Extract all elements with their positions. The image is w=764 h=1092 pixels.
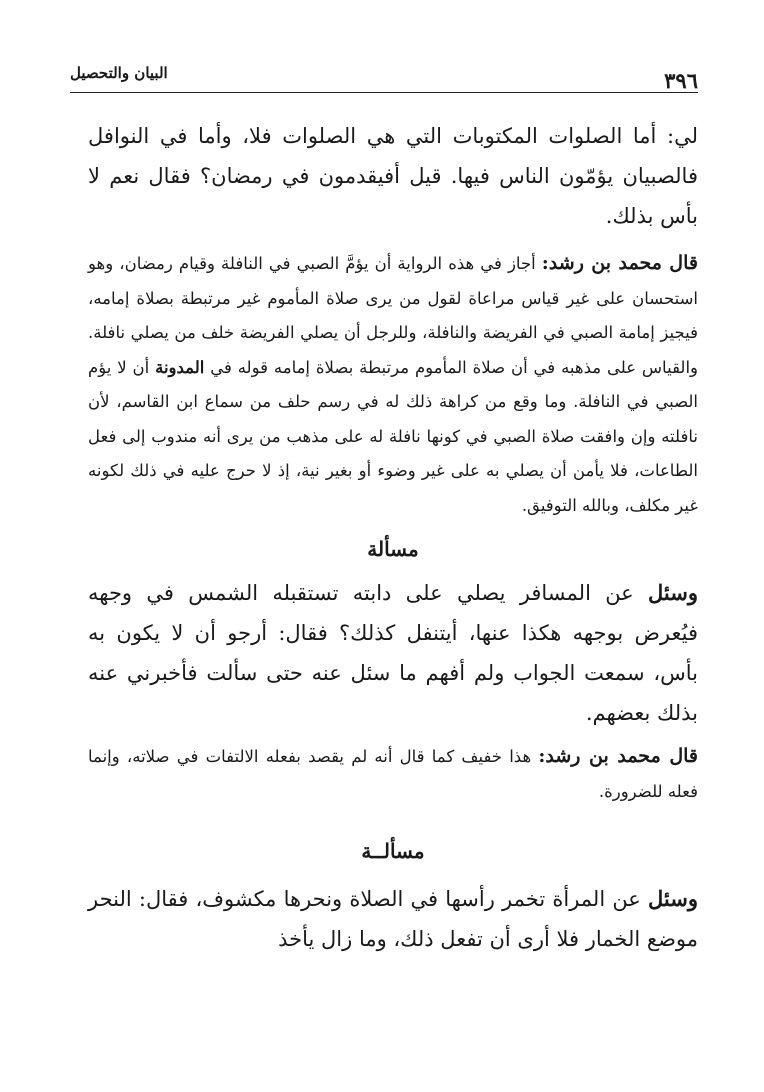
commentary-lead-2: قال محمد بن رشد: (538, 745, 698, 767)
page-header (70, 60, 698, 96)
question-lead-2: وسئل (648, 886, 698, 911)
header-rule (70, 92, 698, 93)
paragraph-1-text: لي: أما الصلوات المكتوبات التي هي الصلوات فلا، وأما في النوافل فالصبيان يؤمّون الناس فيها. قيل أفيقدمون في رمضان؟ فقال نعم لا بأس بذلك. (88, 124, 698, 228)
section-heading-2: مسألــة (361, 839, 425, 863)
commentary-lead-1: قال محمد بن رشد: (541, 252, 698, 274)
question-lead-1: وسئل (648, 580, 698, 605)
paragraph-question-1 (88, 573, 698, 733)
page-body (88, 116, 698, 959)
question-text-2: عن المرأة تخمر رأسها في الصلاة ونحرها مكشوف، فقال: النحر موضع الخمار فلا أرى أن تفعل ذلك، وما زال يأخذ (88, 887, 698, 951)
commentary-text-1b: أن لا يؤم الصبي في النافلة. وما وقع من كراهة ذلك له في رسم حلف من سماع ابن القاسم، لأن نافلته وإن وافقت صلاة الصبي في كونها نافلة له على مذهب من يرى أنه مندوب إلى فعل الطاعات، فلا يأمن أن يصلي به على غير وضوء أو بغير نية، إذ لا حرج عليه في ذلك لكونه غير مكلف، وبالله التوفيق. (88, 357, 698, 515)
running-title: البيان والتحصيل (70, 64, 168, 82)
commentary-text-2: هذا خفيف كما قال أنه لم يقصد بفعله الالتفات في صلاته، وإنما فعله للضرورة. (88, 747, 698, 801)
commentary-bold-term: المدونة (155, 357, 205, 377)
section-heading-1: مسألة (367, 537, 419, 561)
paragraph-1 (88, 116, 698, 236)
commentary-text-1a: أجاز في هذه الرواية أن يؤمَّ الصبي في النافلة وقيام رمضان، وهو استحسان على غير قياس مراعاة لقول من يرى صلاة المأموم غير مرتبطة بصلاة إمامه، فيجيز إمامة الصبي في الفريضة والنافلة، وللرجل أن يصلي الفريضة خلف من يصلي نافلة. والقياس على مذهبه في أن صلاة المأموم مرتبطة بصلاة إمامه قوله في (88, 254, 698, 377)
commentary-paragraph-2 (88, 739, 698, 809)
page-number: ٣٩٦ (664, 68, 698, 93)
commentary-paragraph-1 (88, 246, 698, 523)
paragraph-question-2 (88, 879, 698, 959)
question-text-1: عن المسافر يصلي على دابته تستقبله الشمس في وجهه فيُعرض بوجهه هكذا عنها، أيتنفل كذلك؟ فقال: أرجو أن لا يكون به بأس، سمعت الجواب ولم أفهم ما سئل عنه حتى سألت فأخبرني عنه بذلك بعضهم. (88, 581, 698, 725)
